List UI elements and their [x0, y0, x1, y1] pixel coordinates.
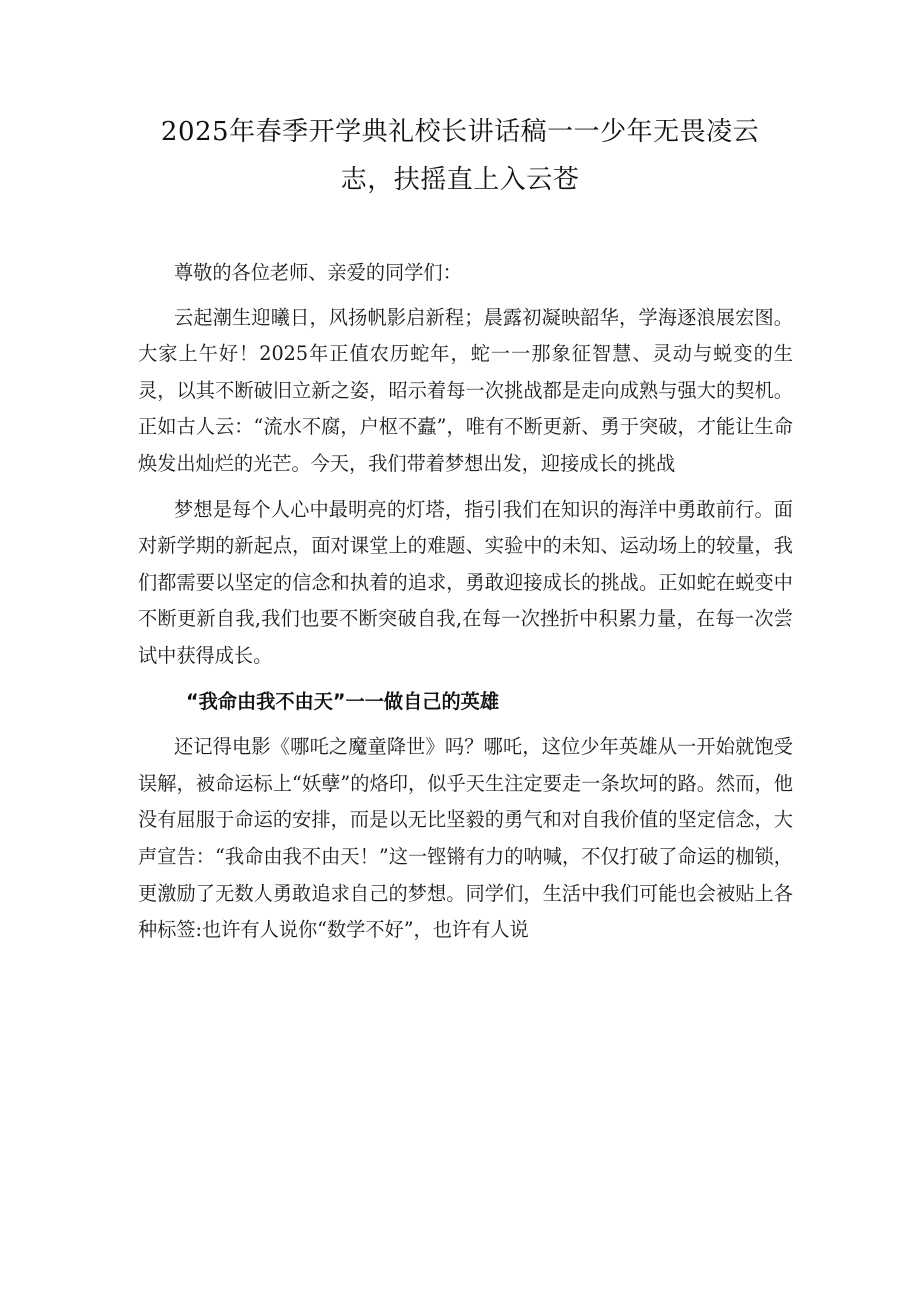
paragraph-dream: 梦想是每个人心中最明亮的灯塔，指引我们在知识的海洋中勇敢前行。面对新学期的新起点，面对课堂上的难题、实验中的未知、运动场上的较量，我们都需要以坚定的信念和执着的追求，勇敢迎接成长的挑战。正如蛇在蜕变中不断更新自我,我们也要不断突破自我,在每一次挫折中积累力量，在每一次尝试中获得成长。 [138, 497, 793, 667]
title-line-1: 2025年春季开学典礼校长讲话稿一一少年无畏凌云 [160, 117, 760, 147]
paragraph-nezha: 还记得电影《哪吒之魔童降世》吗？哪吒，这位少年英雄从一开始就饱受误解，被命运标上“妖孽”的烙印，似乎天生注定要走一条坎坷的路。然而，他没有屈服于命运的安排，而是以无比坚毅的勇气和对自我价值的坚定信念，大声宣告：“我命由我不由天！”这一铿锵有力的呐喊，不仅打破了命运的枷锁，更激励了无数人勇敢追求自己的梦想。同学们，生活中我们可能也会被贴上各种标签:也许有人说你“数学不好”，也许有人说 [138, 735, 793, 942]
title-line-2: 志，扶摇直上入云苍 [340, 165, 580, 195]
document-body [138, 255, 793, 949]
section-heading: “我命由我不由天”一一做自己的英雄 [186, 689, 500, 713]
document-title [110, 108, 810, 204]
salutation: 尊敬的各位老师、亲爱的同学们： [174, 261, 462, 284]
paragraph-opening: 云起潮生迎曦日，风扬帆影启新程；晨露初凝映韶华，学海逐浪展宏图。大家上午好！2025年正值农历蛇年，蛇一一那象征智慧、灵动与蜕变的生灵，以其不断破旧立新之姿，昭示着每一次挑战都是走向成熟与强大的契机。正如古人云：“流水不腐，户枢不蠹”，唯有不断更新、勇于突破，才能让生命焕发出灿烂的光芒。今天，我们带着梦想出发，迎接成长的挑战 [138, 305, 793, 475]
